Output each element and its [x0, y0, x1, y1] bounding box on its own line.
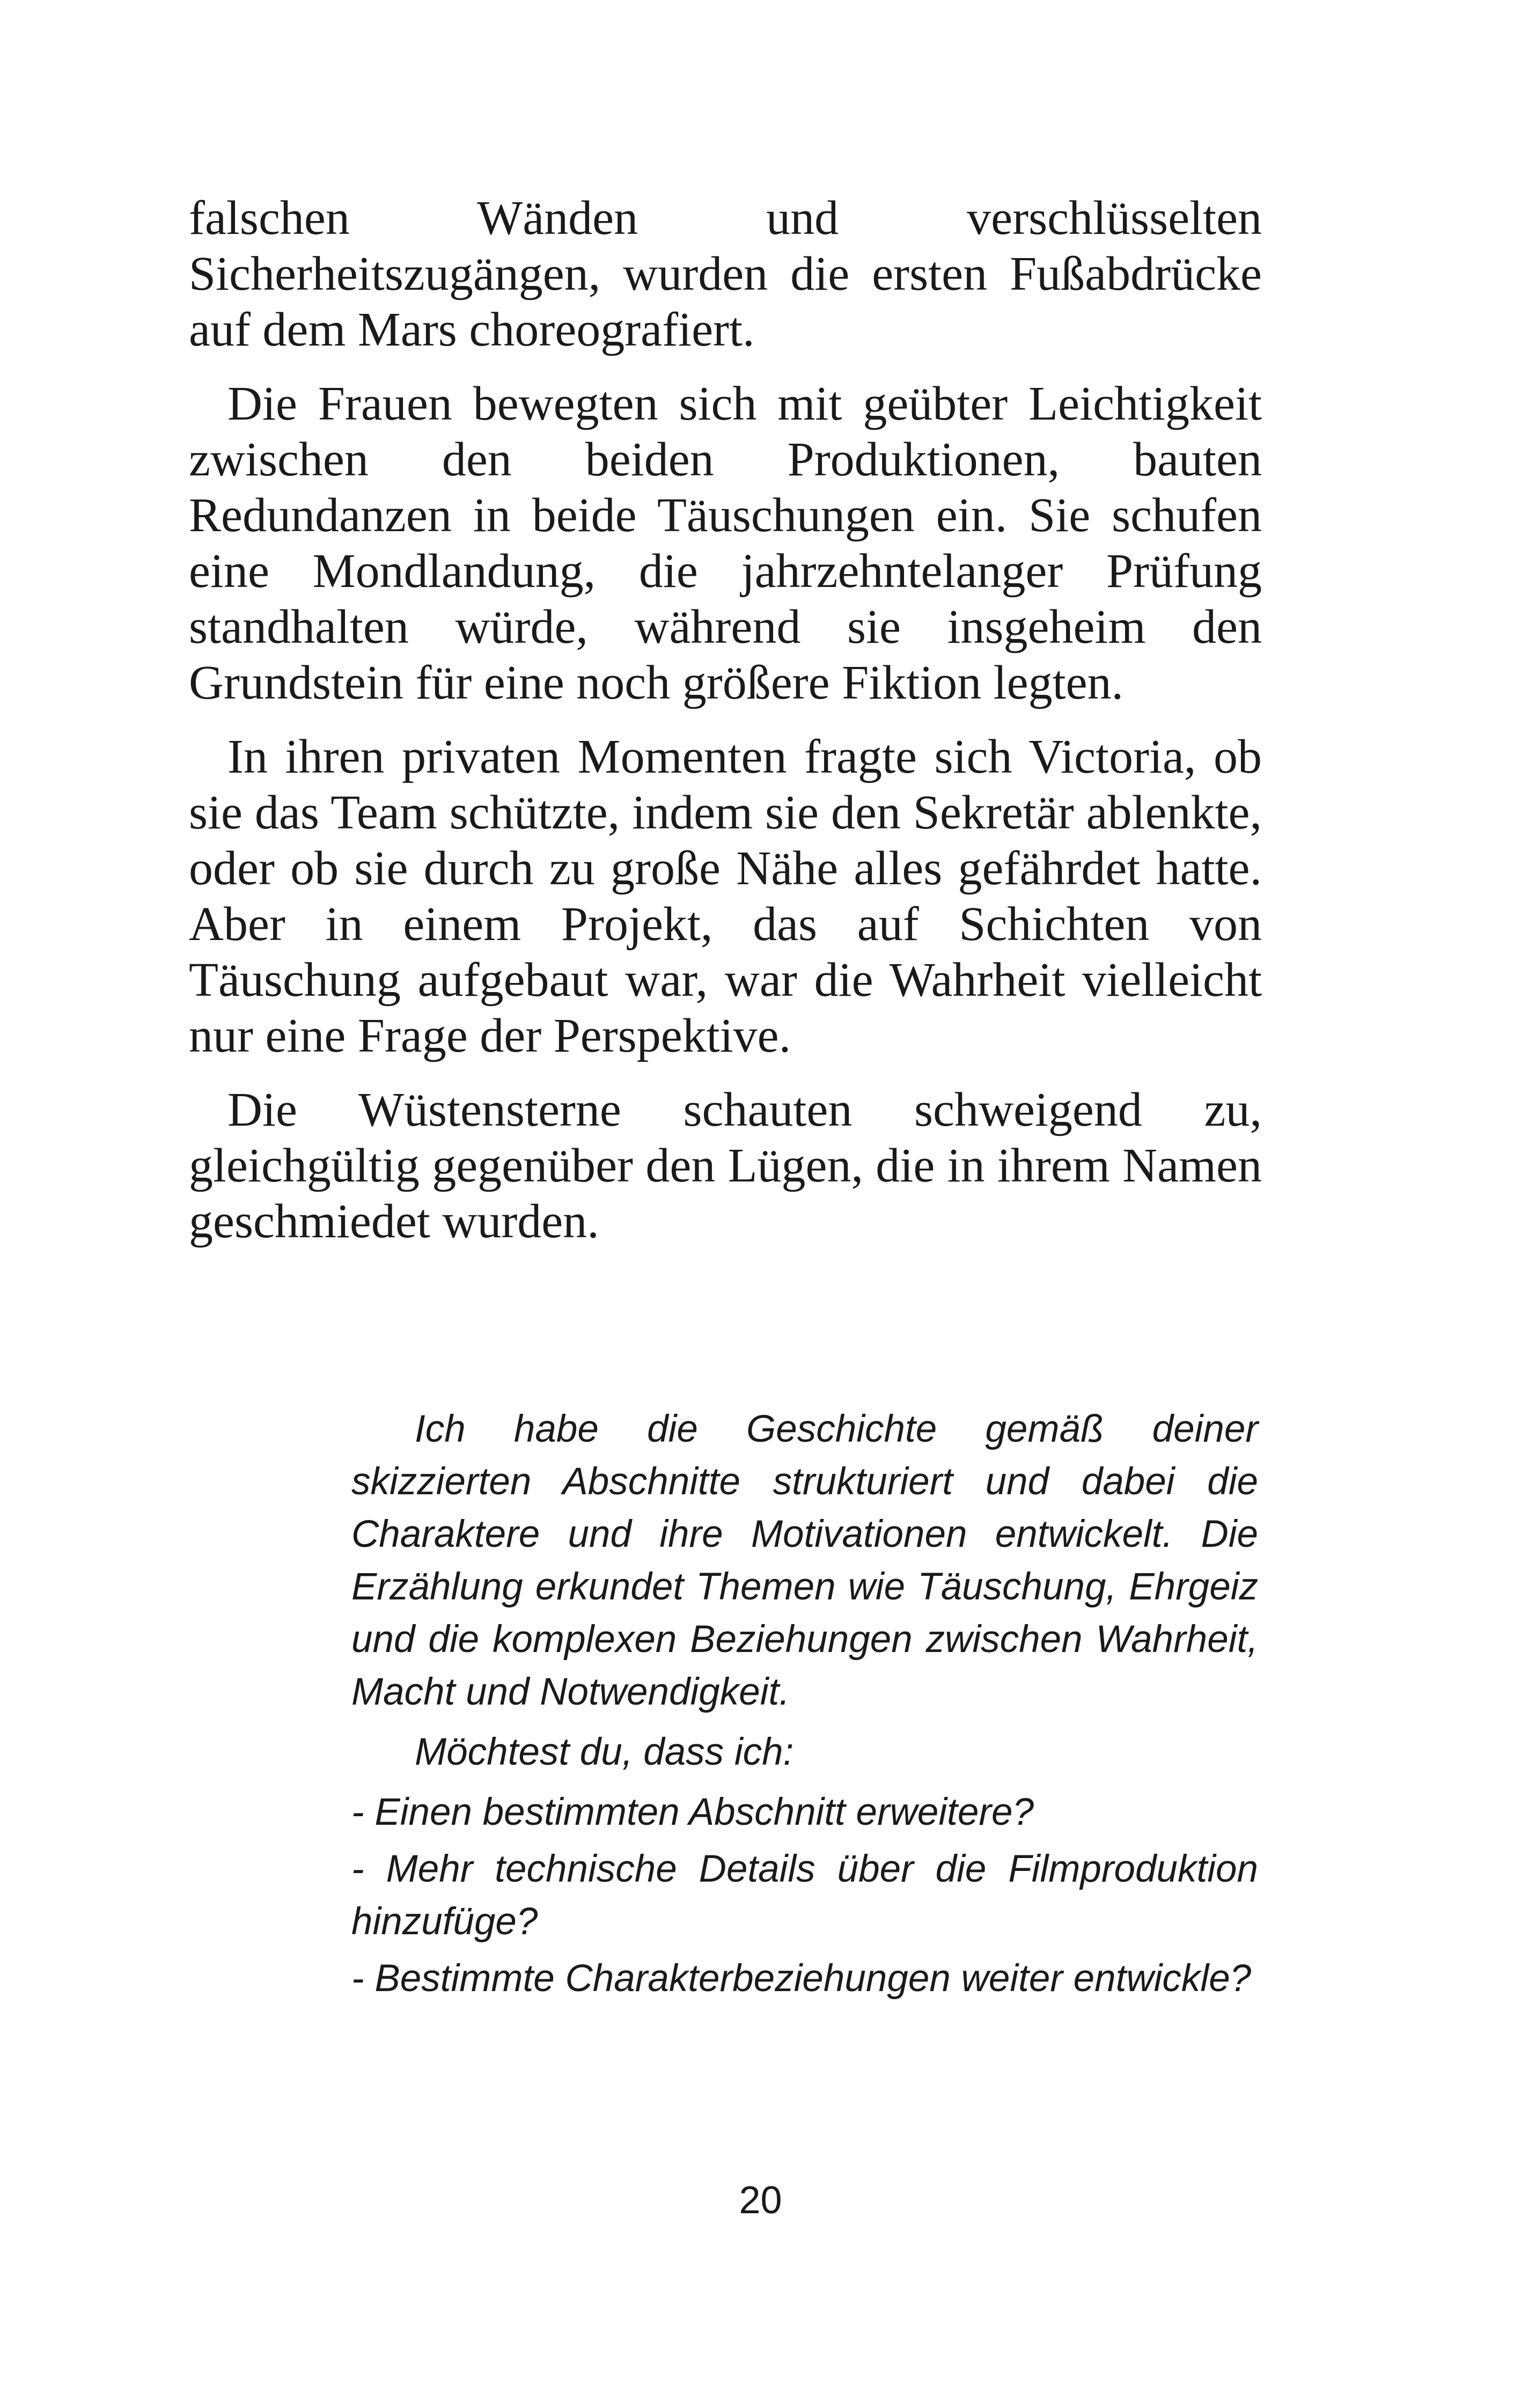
paragraph-4: Die Wüstensterne schauten schweigend zu, gleichgültig gegenüber den Lügen, die in ihrem Namen geschmiedet wurden.	[189, 1083, 1262, 1248]
paragraph-2: Die Frauen bewegten sich mit geübter Leichtigkeit zwischen den beiden Produktionen, bauten Redundanzen in beide Täuschungen ein. Sie schufen eine Mondlandung, die jahrzehntelanger Prüfung standhalten würde, während sie insgeheim den Grundstein für eine noch größere Fiktion legten.	[189, 377, 1262, 709]
paragraph-3: In ihren privaten Momenten fragte sich Victoria, ob sie das Team schützte, indem sie den Sekretär ablenkte, oder ob sie durch zu große Nähe alles gefährdet hatte. Aber in einem Projekt, das auf Schichten von Täuschung aufgebaut war, war die Wahrheit vielleicht nur eine Frage der Perspektive.	[189, 730, 1262, 1062]
note-option-3: - Bestimmte Charakterbeziehungen weiter entwickle?	[351, 1957, 1252, 2000]
note-intro: Ich habe die Geschichte gemäß deiner skizzierten Abschnitte strukturiert und dabei die Charaktere und ihre Motivationen entwickelt. Die Erzählung erkundet Themen wie Täuschung, Ehrgeiz und die komplexen Beziehungen zwischen Wahrheit, Macht und Notwendigkeit.	[351, 1408, 1258, 1713]
note-option-2: - Mehr technische Details über die Filmproduktion hinzufüge?	[351, 1848, 1258, 1943]
page-number: 20	[739, 2179, 782, 2222]
assistant-note	[351, 1403, 1258, 2009]
main-text	[189, 190, 1262, 1268]
paragraph-1: falschen Wänden und verschlüsselten Sicherheitszugängen, wurden die ersten Fußabdrücke auf dem Mars choreografiert.	[189, 192, 1262, 356]
note-question: Möchtest du, dass ich:	[415, 1731, 794, 1773]
note-option-1: - Einen bestimmten Abschnitt erweitere?	[351, 1791, 1034, 1833]
